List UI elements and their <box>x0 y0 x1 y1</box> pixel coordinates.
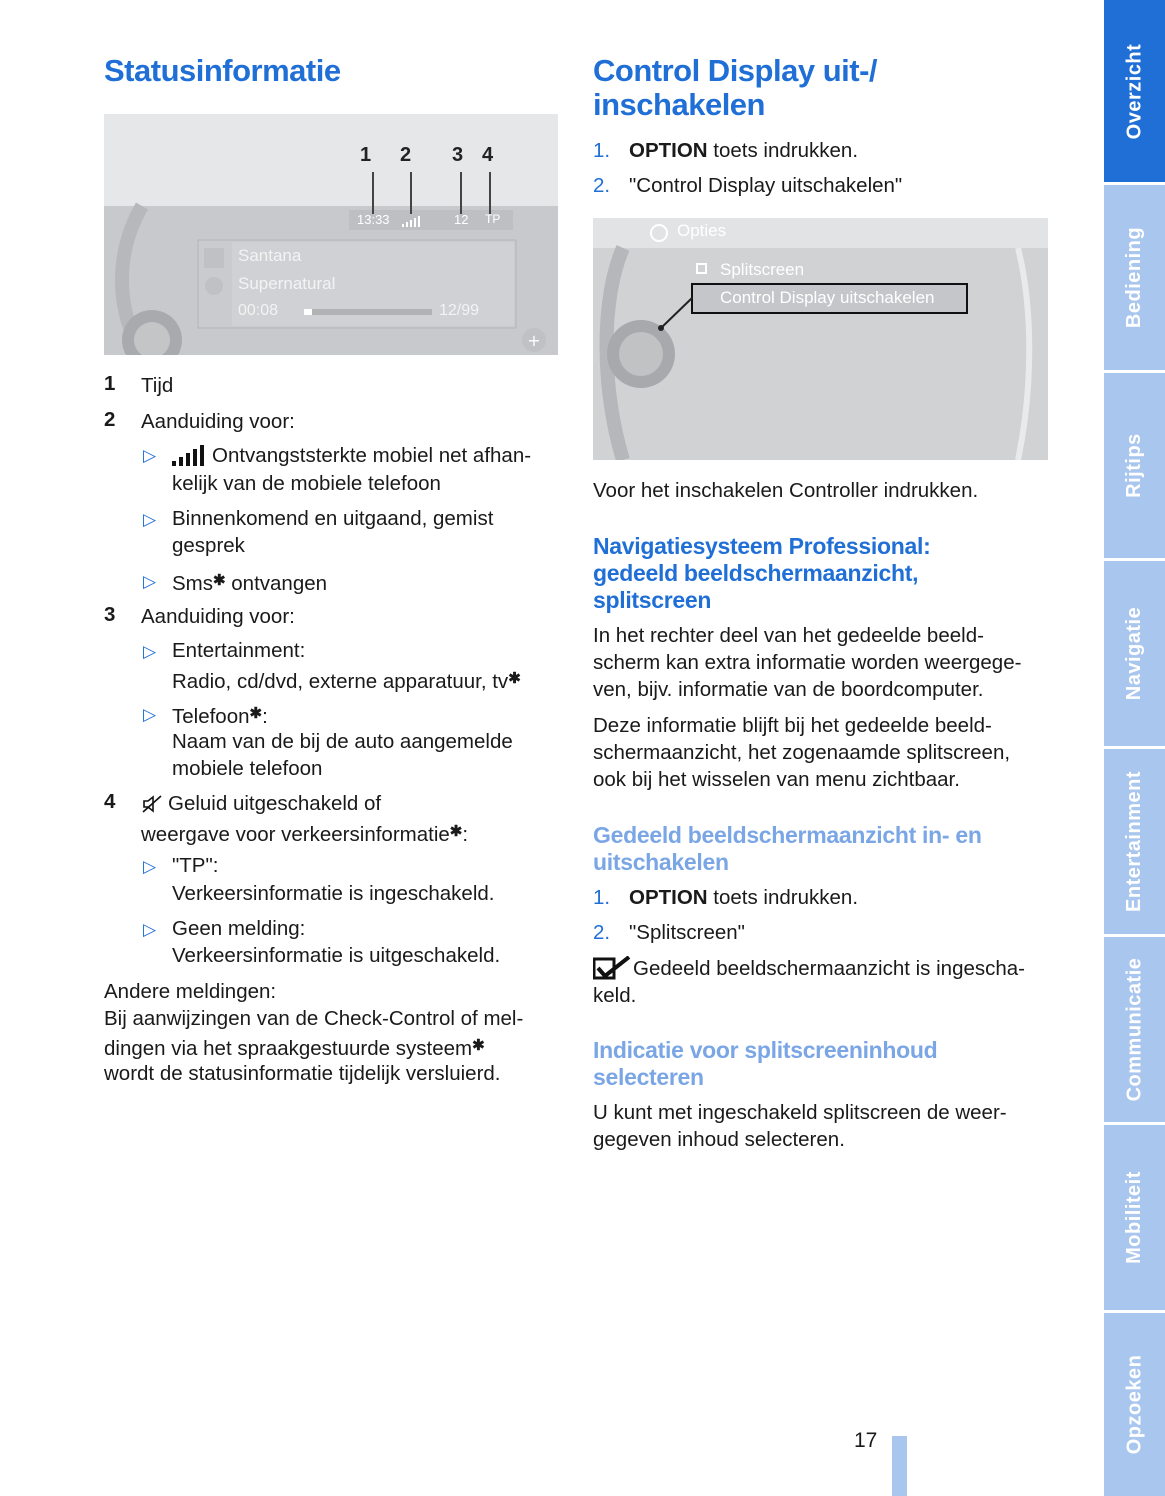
tab-opzoeken[interactable]: Opzoeken <box>1104 1313 1165 1496</box>
heading-navigatiesysteem: Navigatiesysteem Professional: gedeeld beeldschermaanzicht, splitscreen <box>593 533 931 613</box>
callout-4: 4 <box>482 144 494 166</box>
legend-text-1: Tijd <box>141 374 174 397</box>
bullet-text-tp: "TP": <box>172 854 219 877</box>
screen-options-header: Opties <box>677 221 727 240</box>
bullet-text-telefoon-cont2: mobiele telefoon <box>172 757 323 780</box>
bullet-triangle-icon: ▷ <box>143 920 157 939</box>
bullet-triangle-icon: ▷ <box>143 446 157 465</box>
bullet-text-signal-cont: kelijk van de mobiele telefoon <box>172 472 441 495</box>
check-text-line-2: keld. <box>593 984 637 1007</box>
bullet-triangle-icon: ▷ <box>143 510 157 529</box>
legend-num-3: 3 <box>104 603 116 626</box>
step-2: 2. "Control Display uitschakelen" <box>593 174 903 197</box>
legend-num-4: 4 <box>104 790 116 813</box>
callout-1: 1 <box>360 144 372 166</box>
bullet-triangle-icon: ▷ <box>143 705 157 724</box>
tab-mobiliteit[interactable]: Mobiliteit <box>1104 1125 1165 1310</box>
page-number: 17 <box>854 1429 878 1452</box>
legend-text-4: Geluid uitgeschakeld of <box>168 792 382 815</box>
tab-overzicht[interactable]: Overzicht <box>1104 0 1165 182</box>
page-title-statusinformatie: Statusinformatie <box>104 53 341 88</box>
bullet-text-entertainment: Entertainment: <box>172 639 306 662</box>
other-line-2: Bij aanwijzingen van de Check-Control of mel- <box>104 1007 524 1030</box>
asterisk-icon: ✱ <box>213 572 226 589</box>
paragraph-1-line-3: ven, bijv. informatie van de boordcomputer. <box>593 678 984 701</box>
asterisk-icon: ✱ <box>508 670 521 687</box>
split-step-1: 1. OPTION toets indrukken. <box>593 886 859 909</box>
bullet-text-calls-cont: gesprek <box>172 534 245 557</box>
tab-navigatie[interactable]: Navigatie <box>1104 561 1165 746</box>
bullet-text-geen: Geen melding: <box>172 917 306 940</box>
paragraph-1-line-1: In het rechter deel van het gedeelde beeld- <box>593 624 984 647</box>
screen-artist: Santana <box>238 246 302 265</box>
paragraph-1-line-2: scherm kan extra informatie worden weergege- <box>593 651 1022 674</box>
paragraph-2-line-1: Deze informatie blijft bij het gedeelde beeld- <box>593 714 992 737</box>
checkbox-checked-icon <box>593 956 631 980</box>
screen-count: 12 <box>454 212 469 227</box>
screen-album: Supernatural <box>238 274 336 293</box>
heading-indicatie: Indicatie voor splitscreeninhoud selecteren <box>593 1037 938 1090</box>
other-line-3: dingen via het spraakgestuurde systeem✱ <box>104 1037 485 1060</box>
bullet-text-sms: Sms✱ ontvangen <box>172 572 328 595</box>
paragraph-3-line-2: gegeven inhoud selecteren. <box>593 1128 845 1151</box>
heading-gedeeld-in-uitschakelen: Gedeeld beeldschermaanzicht in- en uitschakelen <box>593 822 982 875</box>
bullet-text-telefoon: Telefoon✱: <box>172 705 268 728</box>
bullet-text-tp-cont: Verkeersinformatie is ingeschakeld. <box>172 882 495 905</box>
options-screenshot <box>593 218 1048 460</box>
screen-track: 12/99 <box>439 302 480 319</box>
signal-strength-icon <box>172 445 208 467</box>
bullet-triangle-icon: ▷ <box>143 572 157 591</box>
paragraph-2-line-3: ook bij het wisselen van menu zichtbaar. <box>593 768 960 791</box>
page-title-control-display: Control Display uit-/ inschakelen <box>593 53 877 122</box>
tab-rijtips[interactable]: Rijtips <box>1104 373 1165 558</box>
controller-note: Voor het inschakelen Controller indrukken. <box>593 479 979 502</box>
page-number-marker <box>892 1436 907 1496</box>
legend-text-4-cont: weergave voor verkeersinformatie✱: <box>141 823 469 846</box>
tab-bediening[interactable]: Bediening <box>1104 185 1165 370</box>
screen-time: 13:33 <box>357 212 390 227</box>
asterisk-icon: ✱ <box>449 823 463 840</box>
asterisk-icon: ✱ <box>472 1037 485 1054</box>
bullet-text-geen-cont: Verkeersinformatie is uitgeschakeld. <box>172 944 501 967</box>
svg-text:+: + <box>527 331 541 350</box>
bullet-text-calls: Binnenkomend en uitgaand, gemist <box>172 507 494 530</box>
screen-option-splitscreen: Splitscreen <box>720 260 805 279</box>
step-1: 1. OPTION toets indrukken. <box>593 139 859 162</box>
tab-entertainment[interactable]: Entertainment <box>1104 749 1165 934</box>
callout-2: 2 <box>400 144 412 166</box>
bullet-triangle-icon: ▷ <box>143 857 157 876</box>
check-text-line-1: Gedeeld beeldschermaanzicht is ingescha- <box>633 957 1026 980</box>
status-screenshot <box>104 114 558 355</box>
asterisk-icon: ✱ <box>249 705 263 722</box>
screen-option-display-off: Control Display uitschakelen <box>720 288 935 307</box>
callout-3: 3 <box>452 144 464 166</box>
legend-num-1: 1 <box>104 372 116 395</box>
bullet-text-telefoon-cont: Naam van de bij de auto aangemelde <box>172 730 513 753</box>
paragraph-3-line-1: U kunt met ingeschakeld splitscreen de weer- <box>593 1101 1007 1124</box>
legend-text-3: Aanduiding voor: <box>141 605 295 628</box>
other-line-1: Andere meldingen: <box>104 980 277 1003</box>
options-screenshot-graphic <box>593 218 1048 460</box>
bullet-triangle-icon: ▷ <box>143 642 157 661</box>
tab-communicatie[interactable]: Communicatie <box>1104 937 1165 1122</box>
screen-elapsed: 00:08 <box>238 302 279 319</box>
other-line-4: wordt de statusinformatie tijdelijk versluierd. <box>104 1062 501 1085</box>
bullet-text-signal: Ontvangststerkte mobiel net afhan- <box>212 444 532 467</box>
paragraph-2-line-2: schermaanzicht, het zogenaamde splitscreen, <box>593 741 1011 764</box>
mute-icon <box>141 794 163 814</box>
split-step-2: 2. "Splitscreen" <box>593 921 745 944</box>
legend-num-2: 2 <box>104 408 116 431</box>
legend-text-2: Aanduiding voor: <box>141 410 295 433</box>
bullet-text-entertainment-cont: Radio, cd/dvd, externe apparatuur, tv✱ <box>172 670 521 693</box>
screen-tp: TP <box>485 212 501 226</box>
